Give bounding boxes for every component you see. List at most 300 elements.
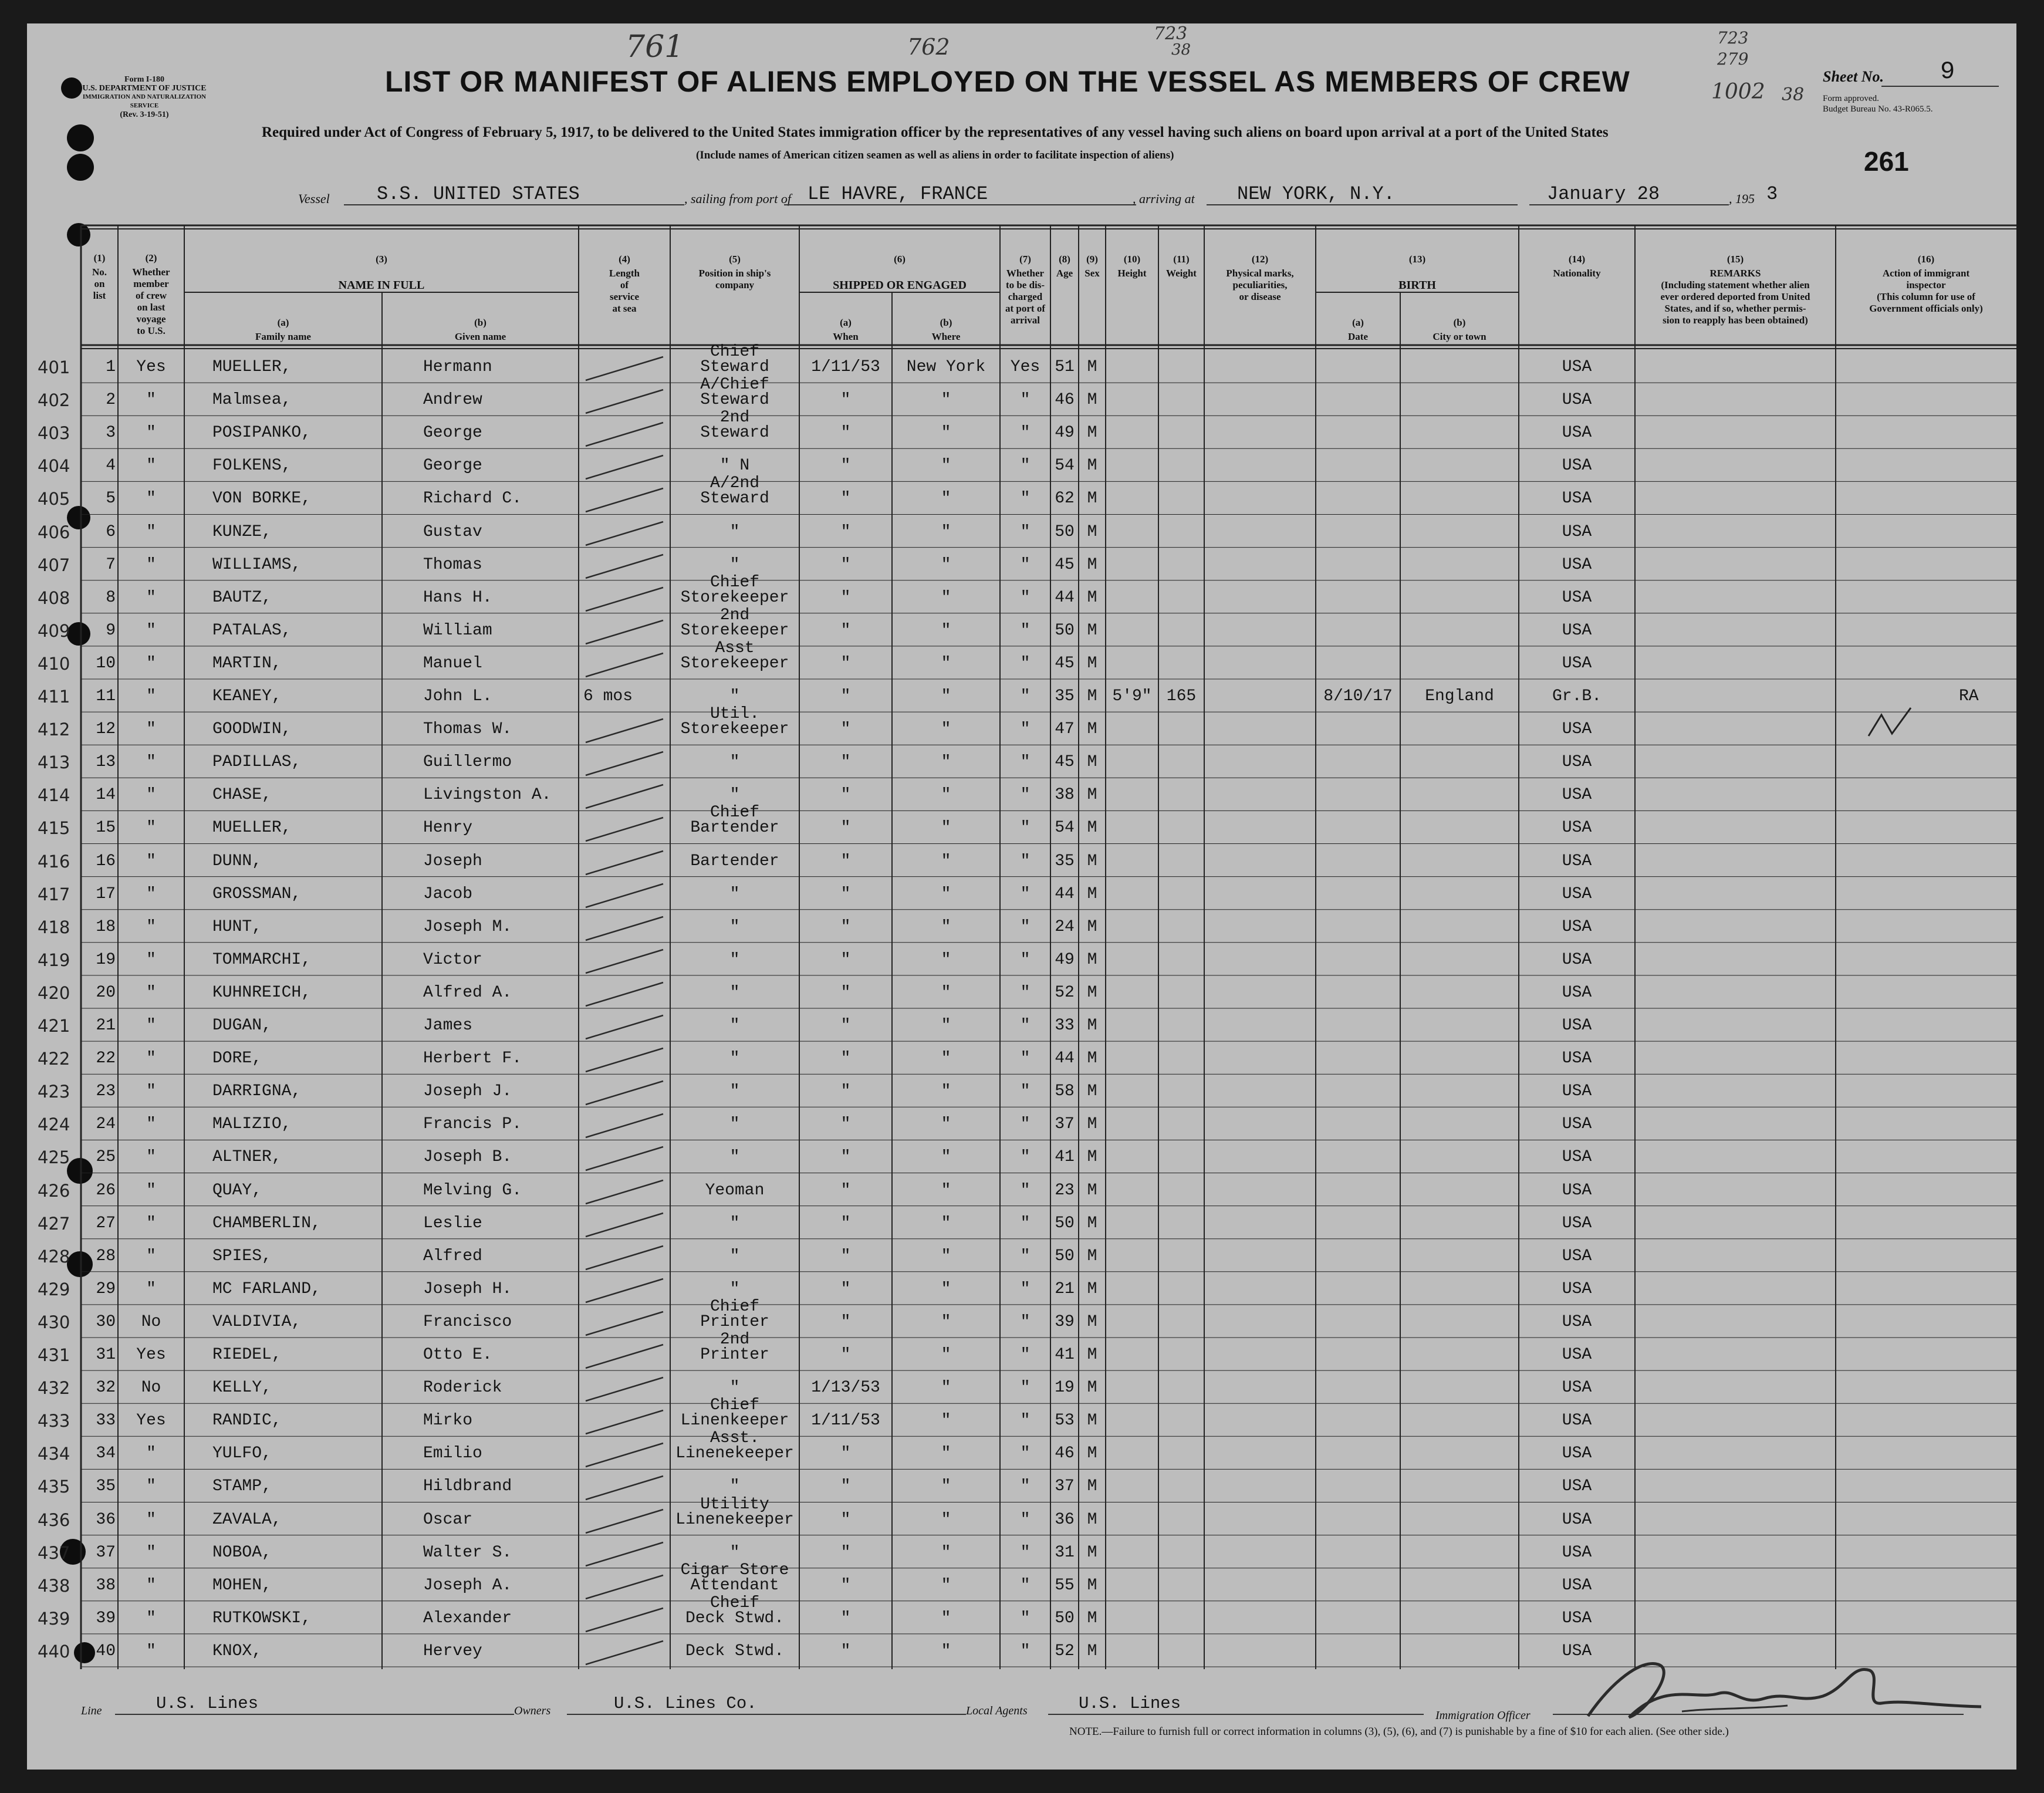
header-previous-voyage-line: (2) xyxy=(145,252,157,264)
nationality-value: USA xyxy=(1562,950,1592,969)
table-row xyxy=(27,376,2016,416)
header-height-line: (10) xyxy=(1123,254,1141,265)
list-number: 5 xyxy=(106,489,116,508)
header-nationality-line: (14) xyxy=(1568,254,1586,265)
given-name: Mirko xyxy=(423,1412,473,1430)
given-name: Herbert F. xyxy=(423,1049,522,1068)
header-inspector-action xyxy=(1836,254,2016,315)
family-name: POSIPANKO, xyxy=(212,424,312,443)
table-row xyxy=(27,975,2016,1008)
previous-voyage-value: " xyxy=(146,1609,156,1627)
nationality-value: USA xyxy=(1562,1609,1592,1627)
immigration-officer-label: Immigration Officer xyxy=(1435,1709,1531,1722)
shipped-when: " xyxy=(840,1181,851,1200)
discharge-value: " xyxy=(1020,1576,1031,1595)
header-discharged-line: to be dis- xyxy=(1005,279,1045,291)
row-stamp-number: 416 xyxy=(38,851,70,872)
position-line-2: Linenekeeper xyxy=(675,1510,794,1529)
sex-value: M xyxy=(1087,1279,1097,1298)
position-line-2: " xyxy=(729,884,740,903)
header-remarks-line: States, and if so, whether permis- xyxy=(1664,303,1806,314)
form-revision: (Rev. 3-19-51) xyxy=(120,110,169,119)
previous-voyage-value: " xyxy=(146,1510,156,1529)
shipped-where: " xyxy=(941,555,951,574)
list-number: 31 xyxy=(96,1346,116,1364)
header-list-number-line: No. xyxy=(92,266,107,278)
age-value: 54 xyxy=(1055,819,1075,838)
position-line-1: 2nd xyxy=(719,606,750,624)
table-row xyxy=(27,1297,2016,1338)
position-line-2: Steward xyxy=(700,424,769,443)
header-list-number-line: (1) xyxy=(93,252,106,264)
header-birth-date-line: Date xyxy=(1348,331,1368,342)
family-name: CHASE, xyxy=(212,786,272,805)
sex-value: M xyxy=(1087,1181,1097,1200)
header-inspector-action-line: (16) xyxy=(1917,254,1935,265)
row-stamp-number: 426 xyxy=(38,1180,70,1201)
header-remarks-line: (Including statement whether alien xyxy=(1661,279,1810,291)
list-number: 4 xyxy=(106,457,116,475)
given-name: Otto E. xyxy=(423,1346,492,1364)
header-physical-marks-line: Physical marks, xyxy=(1226,268,1294,279)
previous-voyage-value: " xyxy=(146,917,156,936)
shipped-when: " xyxy=(840,654,851,673)
arrival-year-digit: 3 xyxy=(1766,183,1778,205)
list-number: 3 xyxy=(106,424,116,443)
position-line-2: Storekeeper xyxy=(680,621,789,640)
age-value: 39 xyxy=(1055,1312,1075,1331)
header-shipped-when xyxy=(799,317,892,343)
nationality-value: USA xyxy=(1562,1642,1592,1660)
local-agents-name: U.S. Lines xyxy=(1079,1694,1181,1713)
form-number: Form I-180 xyxy=(124,75,165,84)
position-line-2: Printer xyxy=(700,1346,769,1364)
header-sex-line: (9) xyxy=(1086,254,1098,265)
discharge-value: " xyxy=(1020,1609,1031,1627)
age-value: 21 xyxy=(1055,1279,1075,1298)
nationality-value: USA xyxy=(1562,522,1592,541)
nationality-value: USA xyxy=(1562,654,1592,673)
row-stamp-number: 439 xyxy=(38,1608,70,1629)
table-row xyxy=(27,943,2016,975)
age-value: 50 xyxy=(1055,522,1075,541)
given-name: Francisco xyxy=(423,1312,512,1331)
age-value: 50 xyxy=(1055,621,1075,640)
header-position xyxy=(670,254,799,291)
nationality-value: USA xyxy=(1562,884,1592,903)
service-ditto-stroke xyxy=(583,749,665,779)
inspector-check-mark xyxy=(1864,705,1917,741)
table-row xyxy=(27,573,2016,613)
age-value: 49 xyxy=(1055,950,1075,969)
shipped-where: " xyxy=(941,1510,951,1529)
shipped-when: " xyxy=(840,1510,851,1529)
discharge-value: " xyxy=(1020,522,1031,541)
header-length-of-service-line: (4) xyxy=(619,254,630,265)
previous-voyage-value: " xyxy=(146,489,156,508)
list-number: 21 xyxy=(96,1017,116,1035)
shipped-when: " xyxy=(840,1082,851,1101)
given-name: Joseph M. xyxy=(423,917,512,936)
service-ditto-stroke xyxy=(583,1408,665,1437)
shipped-where: " xyxy=(941,950,951,969)
row-stamp-number: 404 xyxy=(38,456,70,477)
position-line-2: " xyxy=(729,1017,740,1035)
row-stamp-number: 428 xyxy=(38,1246,70,1267)
given-name: James xyxy=(423,1017,473,1035)
table-row xyxy=(27,778,2016,811)
nationality-value: USA xyxy=(1562,1346,1592,1364)
header-length-of-service-line: of xyxy=(620,279,629,291)
header-inspector-action-line: (This column for use of xyxy=(1877,291,1975,302)
position-line-2: " xyxy=(729,917,740,936)
position-line-2: Steward xyxy=(700,489,769,508)
list-number: 6 xyxy=(106,522,116,541)
family-name: PADILLAS, xyxy=(212,753,302,772)
header-family-name-line: Family name xyxy=(255,331,311,342)
nationality-value: USA xyxy=(1562,1214,1592,1233)
header-remarks-line: REMARKS xyxy=(1709,268,1761,279)
shipped-when: " xyxy=(840,884,851,903)
discharge-value: " xyxy=(1020,950,1031,969)
inspector-action-value: RA xyxy=(1959,687,1979,705)
nationality-value: USA xyxy=(1562,819,1592,838)
field-underline xyxy=(1048,1714,1424,1715)
discharge-value: " xyxy=(1020,424,1031,443)
shipped-where: " xyxy=(941,1214,951,1233)
table-row xyxy=(27,448,2016,481)
discharge-value: " xyxy=(1020,786,1031,805)
handwritten-number: 761 xyxy=(626,29,684,65)
sex-value: M xyxy=(1087,358,1097,376)
header-family-name-line: (a) xyxy=(277,317,289,328)
age-value: 24 xyxy=(1055,917,1075,936)
height-value: 5'9" xyxy=(1112,687,1152,705)
position-line-2: " xyxy=(729,1247,740,1265)
discharge-value: " xyxy=(1020,720,1031,739)
previous-voyage-value: " xyxy=(146,720,156,739)
shipped-when: " xyxy=(840,1247,851,1265)
position-line-2: " xyxy=(729,1214,740,1233)
table-row xyxy=(27,548,2016,580)
shipped-when: 1/13/53 xyxy=(811,1379,880,1397)
sex-value: M xyxy=(1087,457,1097,475)
position-line-2: Storekeeper xyxy=(680,588,789,607)
age-value: 35 xyxy=(1055,687,1075,705)
family-name: PATALAS, xyxy=(212,621,292,640)
row-stamp-number: 434 xyxy=(38,1444,70,1464)
nationality-value: USA xyxy=(1562,1510,1592,1529)
table-row xyxy=(27,803,2016,843)
family-name: DUGAN, xyxy=(212,1017,272,1035)
shipped-where: " xyxy=(941,1379,951,1397)
header-physical-marks-line: (12) xyxy=(1251,254,1269,265)
shipped-where: " xyxy=(941,1312,951,1331)
given-name: Guillermo xyxy=(423,753,512,772)
shipped-where: " xyxy=(941,621,951,640)
age-value: 36 xyxy=(1055,1510,1075,1529)
shipped-where: " xyxy=(941,1247,951,1265)
sex-value: M xyxy=(1087,720,1097,739)
nationality-value: USA xyxy=(1562,1576,1592,1595)
previous-voyage-value: " xyxy=(146,457,156,475)
service-ditto-stroke xyxy=(583,387,665,417)
table-row xyxy=(27,1396,2016,1436)
header-weight-line: Weight xyxy=(1166,268,1197,279)
given-name: Hermann xyxy=(423,358,492,376)
service-ditto-stroke xyxy=(583,1474,665,1503)
sex-value: M xyxy=(1087,1115,1097,1134)
service-ditto-stroke xyxy=(583,849,665,878)
service-ditto-stroke xyxy=(583,1573,665,1602)
line-name: U.S. Lines xyxy=(156,1694,259,1713)
age-value: 49 xyxy=(1055,424,1075,443)
shipped-where: " xyxy=(941,1017,951,1035)
shipped-when: " xyxy=(840,1346,851,1364)
age-value: 54 xyxy=(1055,457,1075,475)
list-number: 15 xyxy=(96,819,116,838)
age-value: 58 xyxy=(1055,1082,1075,1101)
row-stamp-number: 405 xyxy=(38,489,70,509)
family-name: SPIES, xyxy=(212,1247,272,1265)
local-agents-label: Local Agents xyxy=(966,1704,1028,1717)
discharge-value: " xyxy=(1020,1214,1031,1233)
shipped-where: " xyxy=(941,1181,951,1200)
list-number: 16 xyxy=(96,852,116,870)
position-line-2: Deck Stwd. xyxy=(685,1609,785,1627)
row-stamp-number: 422 xyxy=(38,1049,70,1069)
header-previous-voyage-line: to U.S. xyxy=(137,325,165,336)
given-name: Joseph A. xyxy=(423,1576,512,1595)
nationality-value: USA xyxy=(1562,917,1592,936)
table-row xyxy=(27,1593,2016,1634)
nationality-value: USA xyxy=(1562,1181,1592,1200)
nationality-value: USA xyxy=(1562,588,1592,607)
header-sex xyxy=(1079,254,1106,279)
weight-value: 165 xyxy=(1166,687,1197,705)
nationality-value: USA xyxy=(1562,555,1592,574)
family-name: GOODWIN, xyxy=(212,720,292,739)
table-row xyxy=(27,1429,2016,1469)
shipped-when: " xyxy=(840,621,851,640)
row-stamp-number: 414 xyxy=(38,785,70,806)
family-name: RIEDEL, xyxy=(212,1346,282,1364)
table-row xyxy=(27,1331,2016,1370)
sex-value: M xyxy=(1087,1510,1097,1529)
family-name: FOLKENS, xyxy=(212,457,292,475)
discharge-value: " xyxy=(1020,457,1031,475)
row-stamp-number: 425 xyxy=(38,1147,70,1168)
age-value: 31 xyxy=(1055,1543,1075,1562)
shipped-where: " xyxy=(941,983,951,1002)
position-line-2: Bartender xyxy=(690,852,779,870)
family-name: MOHEN, xyxy=(212,1576,272,1595)
shipped-when: " xyxy=(840,1049,851,1068)
age-value: 47 xyxy=(1055,720,1075,739)
nationality-value: USA xyxy=(1562,621,1592,640)
family-name: ZAVALA, xyxy=(212,1510,282,1529)
header-age-line: (8) xyxy=(1059,254,1070,265)
position-line-2: " xyxy=(729,1477,740,1496)
service-ditto-stroke xyxy=(583,1309,665,1339)
list-number: 18 xyxy=(96,917,116,936)
table-row xyxy=(27,1074,2016,1107)
given-name: Alexander xyxy=(423,1609,512,1627)
previous-voyage-value: " xyxy=(146,950,156,969)
position-line-1: Chief xyxy=(710,573,759,592)
header-given-name xyxy=(382,317,579,343)
family-name: KELLY, xyxy=(212,1379,272,1397)
shipped-where: " xyxy=(941,1115,951,1134)
discharge-value: " xyxy=(1020,489,1031,508)
given-name: John L. xyxy=(423,687,492,705)
row-stamp-number: 409 xyxy=(38,620,70,641)
position-line-1: 2nd xyxy=(719,408,750,427)
given-name: Livingston A. xyxy=(423,786,552,805)
header-list-number-line: list xyxy=(93,290,106,301)
shipped-when: " xyxy=(840,1477,851,1496)
position-line-2: " xyxy=(729,1049,740,1068)
header-inspector-action-line: inspector xyxy=(1906,279,1946,291)
header-age xyxy=(1050,254,1079,279)
service-ditto-stroke xyxy=(583,1079,665,1108)
list-number: 7 xyxy=(106,555,116,574)
given-name: Jacob xyxy=(423,884,473,903)
previous-voyage-value: Yes xyxy=(136,358,166,376)
row-stamp-number: 436 xyxy=(38,1510,70,1530)
shipped-when: " xyxy=(840,555,851,574)
list-number: 2 xyxy=(106,391,116,410)
family-name: DARRIGNA, xyxy=(212,1082,302,1101)
discharge-value: " xyxy=(1020,917,1031,936)
sex-value: M xyxy=(1087,1082,1097,1101)
row-stamp-number: 430 xyxy=(38,1312,70,1332)
row-stamp-number: 419 xyxy=(38,950,70,970)
nationality-value: Gr.B. xyxy=(1552,687,1602,705)
nationality-value: USA xyxy=(1562,489,1592,508)
given-name: Joseph xyxy=(423,852,482,870)
position-line-1: Asst xyxy=(715,639,755,657)
position-line-1: 2nd xyxy=(719,1331,750,1349)
previous-voyage-value: " xyxy=(146,1477,156,1496)
nationality-value: USA xyxy=(1562,1049,1592,1068)
list-number: 29 xyxy=(96,1279,116,1298)
service-ditto-stroke xyxy=(583,1639,665,1668)
header-given-name-line: (b) xyxy=(474,317,486,328)
discharge-value: " xyxy=(1020,1543,1031,1562)
shipped-when: " xyxy=(840,489,851,508)
previous-voyage-value: " xyxy=(146,1049,156,1068)
sex-value: M xyxy=(1087,852,1097,870)
nationality-value: USA xyxy=(1562,424,1592,443)
table-row xyxy=(27,1140,2016,1173)
age-value: 53 xyxy=(1055,1412,1075,1430)
family-name: GROSSMAN, xyxy=(212,884,302,903)
header-previous-voyage-line: of crew xyxy=(135,290,167,301)
family-name: TOMMARCHI, xyxy=(212,950,312,969)
position-line-2: Linenkeeper xyxy=(680,1412,789,1430)
shipped-when: 1/11/53 xyxy=(811,1412,880,1430)
age-value: 46 xyxy=(1055,391,1075,410)
service-ditto-stroke xyxy=(583,651,665,680)
sex-value: M xyxy=(1087,687,1097,705)
position-line-1: A/2nd xyxy=(710,474,759,493)
sex-value: M xyxy=(1087,1017,1097,1035)
family-name: RANDIC, xyxy=(212,1412,282,1430)
list-number: 1 xyxy=(106,358,116,376)
row-stamp-number: 402 xyxy=(38,390,70,411)
shipped-where: " xyxy=(941,391,951,410)
position-line-1: Chief xyxy=(710,1297,759,1316)
stamped-page-number: 261 xyxy=(1864,146,1909,177)
sex-value: M xyxy=(1087,819,1097,838)
row-stamp-number: 421 xyxy=(38,1016,70,1036)
shipped-where: " xyxy=(941,489,951,508)
age-value: 41 xyxy=(1055,1148,1075,1167)
position-line-1: Chief xyxy=(710,803,759,822)
officer-signature xyxy=(1576,1647,1987,1729)
family-name: KEANEY, xyxy=(212,687,282,705)
given-name: Joseph H. xyxy=(423,1279,512,1298)
shipped-when: " xyxy=(840,950,851,969)
header-height-line: Height xyxy=(1117,268,1147,279)
sex-value: M xyxy=(1087,1379,1097,1397)
shipped-when: " xyxy=(840,753,851,772)
family-name: BAUTZ, xyxy=(212,588,272,607)
sex-value: M xyxy=(1087,753,1097,772)
shipped-when: " xyxy=(840,852,851,870)
previous-voyage-value: " xyxy=(146,1543,156,1562)
service-ditto-stroke xyxy=(583,1375,665,1404)
previous-voyage-value: " xyxy=(146,1214,156,1233)
previous-voyage-value: " xyxy=(146,522,156,541)
service-ditto-stroke xyxy=(583,420,665,450)
previous-voyage-value: " xyxy=(146,391,156,410)
given-name: Joseph J. xyxy=(423,1082,512,1101)
header-birth-date xyxy=(1316,317,1400,343)
shipped-where: " xyxy=(941,1279,951,1298)
row-stamp-number: 407 xyxy=(38,555,70,575)
table-row xyxy=(27,1535,2016,1568)
row-stamp-number: 420 xyxy=(38,982,70,1003)
nationality-value: USA xyxy=(1562,786,1592,805)
field-underline xyxy=(115,1714,514,1715)
list-number: 8 xyxy=(106,588,116,607)
header-remarks-line: ever ordered deported from United xyxy=(1660,291,1810,302)
shipped-where: " xyxy=(941,588,951,607)
discharge-value: " xyxy=(1020,1181,1031,1200)
shipped-where: " xyxy=(941,424,951,443)
sheet-number: 9 xyxy=(1940,58,1955,86)
sex-value: M xyxy=(1087,1609,1097,1627)
sex-value: M xyxy=(1087,950,1097,969)
table-row xyxy=(27,745,2016,778)
shipped-where: " xyxy=(941,884,951,903)
age-value: 44 xyxy=(1055,884,1075,903)
sex-value: M xyxy=(1087,1049,1097,1068)
sex-value: M xyxy=(1087,1543,1097,1562)
position-line-1: Utility xyxy=(700,1495,769,1514)
family-name: WILLIAMS, xyxy=(212,555,302,574)
header-remarks-line: (15) xyxy=(1727,254,1744,265)
discharge-value: " xyxy=(1020,852,1031,870)
discharge-value: " xyxy=(1020,819,1031,838)
year-prefix: , 195 xyxy=(1729,191,1755,206)
owners-name: U.S. Lines Co. xyxy=(614,1694,757,1713)
shipped-where: " xyxy=(941,1642,951,1660)
header-nationality-line: Nationality xyxy=(1553,268,1601,279)
shipped-when: 1/11/53 xyxy=(811,358,880,376)
